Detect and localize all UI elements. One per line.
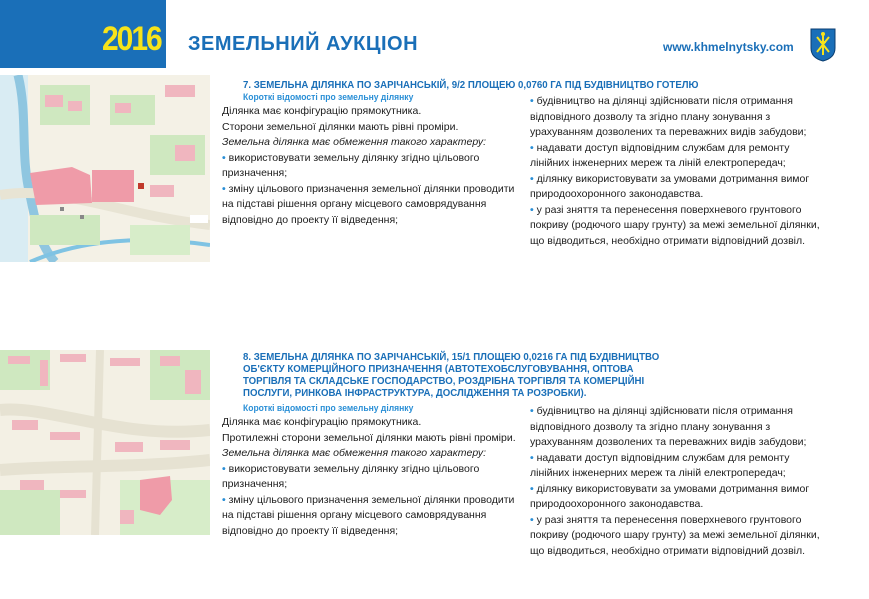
lot-8-sides: Протилежні сторони земельної ділянки мають рівні проміри. xyxy=(222,431,516,444)
lot-7-right-column xyxy=(530,94,830,249)
lot-8-right-bullet: • у разі зняття та перенесення поверхневого грунтового покриву (родючого шару грунту) за межі земельної ділянки, що відводиться, необхідно отримати відповідний дозвіл. xyxy=(530,513,820,557)
lot-7-right-bullet: • ділянку використовувати за умовами дотримання вимог природоохоронного законодавства. xyxy=(530,172,810,200)
lot-8-left-bullet: • використовувати земельну ділянку згідно цільового призначення; xyxy=(222,462,480,490)
lot-7-left-column xyxy=(222,104,517,228)
lot-8-left-column xyxy=(222,415,517,539)
lot-8-map-image xyxy=(0,350,210,535)
lot-8-right-bullet: • ділянку використовувати за умовами дотримання вимог природоохоронного законодавства. xyxy=(530,482,810,510)
lot-8-subtitle: Короткі відомості про земельну ділянку xyxy=(243,403,414,414)
lot-7-config: Ділянка має конфігурацію прямокутника. xyxy=(222,105,422,117)
lot-7-sides: Сторони земельної ділянки мають рівні проміри. xyxy=(222,120,459,133)
lot-7-title: 7. ЗЕМЕЛЬНА ДІЛЯНКА ПО ЗАРІЧАНСЬКІЙ, 9/2 ПЛОЩЕЮ 0,0760 ГА ПІД БУДІВНИЦТВО ГОТЕЛЮ xyxy=(243,79,699,91)
lot-7-subtitle: Короткі відомості про земельну ділянку xyxy=(243,92,414,103)
lot-8-config: Ділянка має конфігурацію прямокутника. xyxy=(222,416,422,428)
city-coat-of-arms-icon xyxy=(810,28,836,62)
lot-7-left-bullet: • зміну цільового призначення земельної ділянки проводити на підставі рішення органу місцевого самоврядування відповідно до проекту її відведення; xyxy=(222,182,515,226)
year-label: 2016 xyxy=(102,20,161,58)
lot-7-map xyxy=(0,75,210,262)
lot-7-map-image xyxy=(0,75,210,262)
lot-8-right-column xyxy=(530,404,830,559)
lot-7-right-bullet: • будівництво на ділянці здійснювати після отримання відповідного дозволу та згідно плану зонування з урахуванням дозволених та переважних видів забудови; xyxy=(530,95,807,138)
lot-8-map xyxy=(0,350,210,535)
lot-7-left-bullet: • використовувати земельну ділянку згідно цільового призначення; xyxy=(222,151,480,179)
lot-7-restrictions-heading: Земельна ділянка має обмеження такого характеру: xyxy=(222,136,487,148)
page-header xyxy=(0,0,869,70)
page-title: ЗЕМЕЛЬНИЙ АУКЦІОН xyxy=(188,33,419,55)
lot-7-right-bullet: • у разі зняття та перенесення поверхневого грунтового покриву (родючого шару грунту) за межі земельної ділянки, що відводиться, необхідно отримати відповідний дозвіл. xyxy=(530,203,820,247)
website-link[interactable]: www.khmelnytsky.com xyxy=(663,40,794,54)
lot-8-restrictions-heading: Земельна ділянка має обмеження такого характеру: xyxy=(222,447,487,459)
lot-8-right-bullet: • надавати доступ відповідним службам для ремонту лінійних інженерних мереж та ліній електропередач; xyxy=(530,451,790,479)
lot-8-left-bullet: • зміну цільового призначення земельної ділянки проводити на підставі рішення органу місцевого самоврядування відповідно до проекту її відведення; xyxy=(222,493,515,537)
lot-7-right-bullet: • надавати доступ відповідним службам для ремонту лінійних інженерних мереж та ліній електропередач; xyxy=(530,141,790,169)
lot-8-title: 8. ЗЕМЕЛЬНА ДІЛЯНКА ПО ЗАРІЧАНСЬКІЙ, 15/1 ПЛОЩЕЮ 0,0216 ГА ПІД БУДІВНИЦТВО ОБ'ЄКТУ КОМЕРЦІЙНОГО ПРИЗНАЧЕННЯ (АВТОТЕХОБСЛУГОВУВАННЯ, ОПТОВА ТОРГІВЛЯ ТА СКЛАДСЬКЕ ГОСПОДАРСТВО, РОЗДРІБНА ТОРГІВЛЯ ТА КОМЕРЦІЙНІ ПОСЛУГИ, РИНКОВА ІНФРАСТРУКТУРА, ДОСЛІДЖЕННЯ ТА РОЗРОБКИ). xyxy=(243,351,660,399)
lot-8-right-bullet: • будівництво на ділянці здійснювати після отримання відповідного дозволу та згідно плану зонування з урахуванням дозволених та переважних видів забудови; xyxy=(530,405,807,448)
